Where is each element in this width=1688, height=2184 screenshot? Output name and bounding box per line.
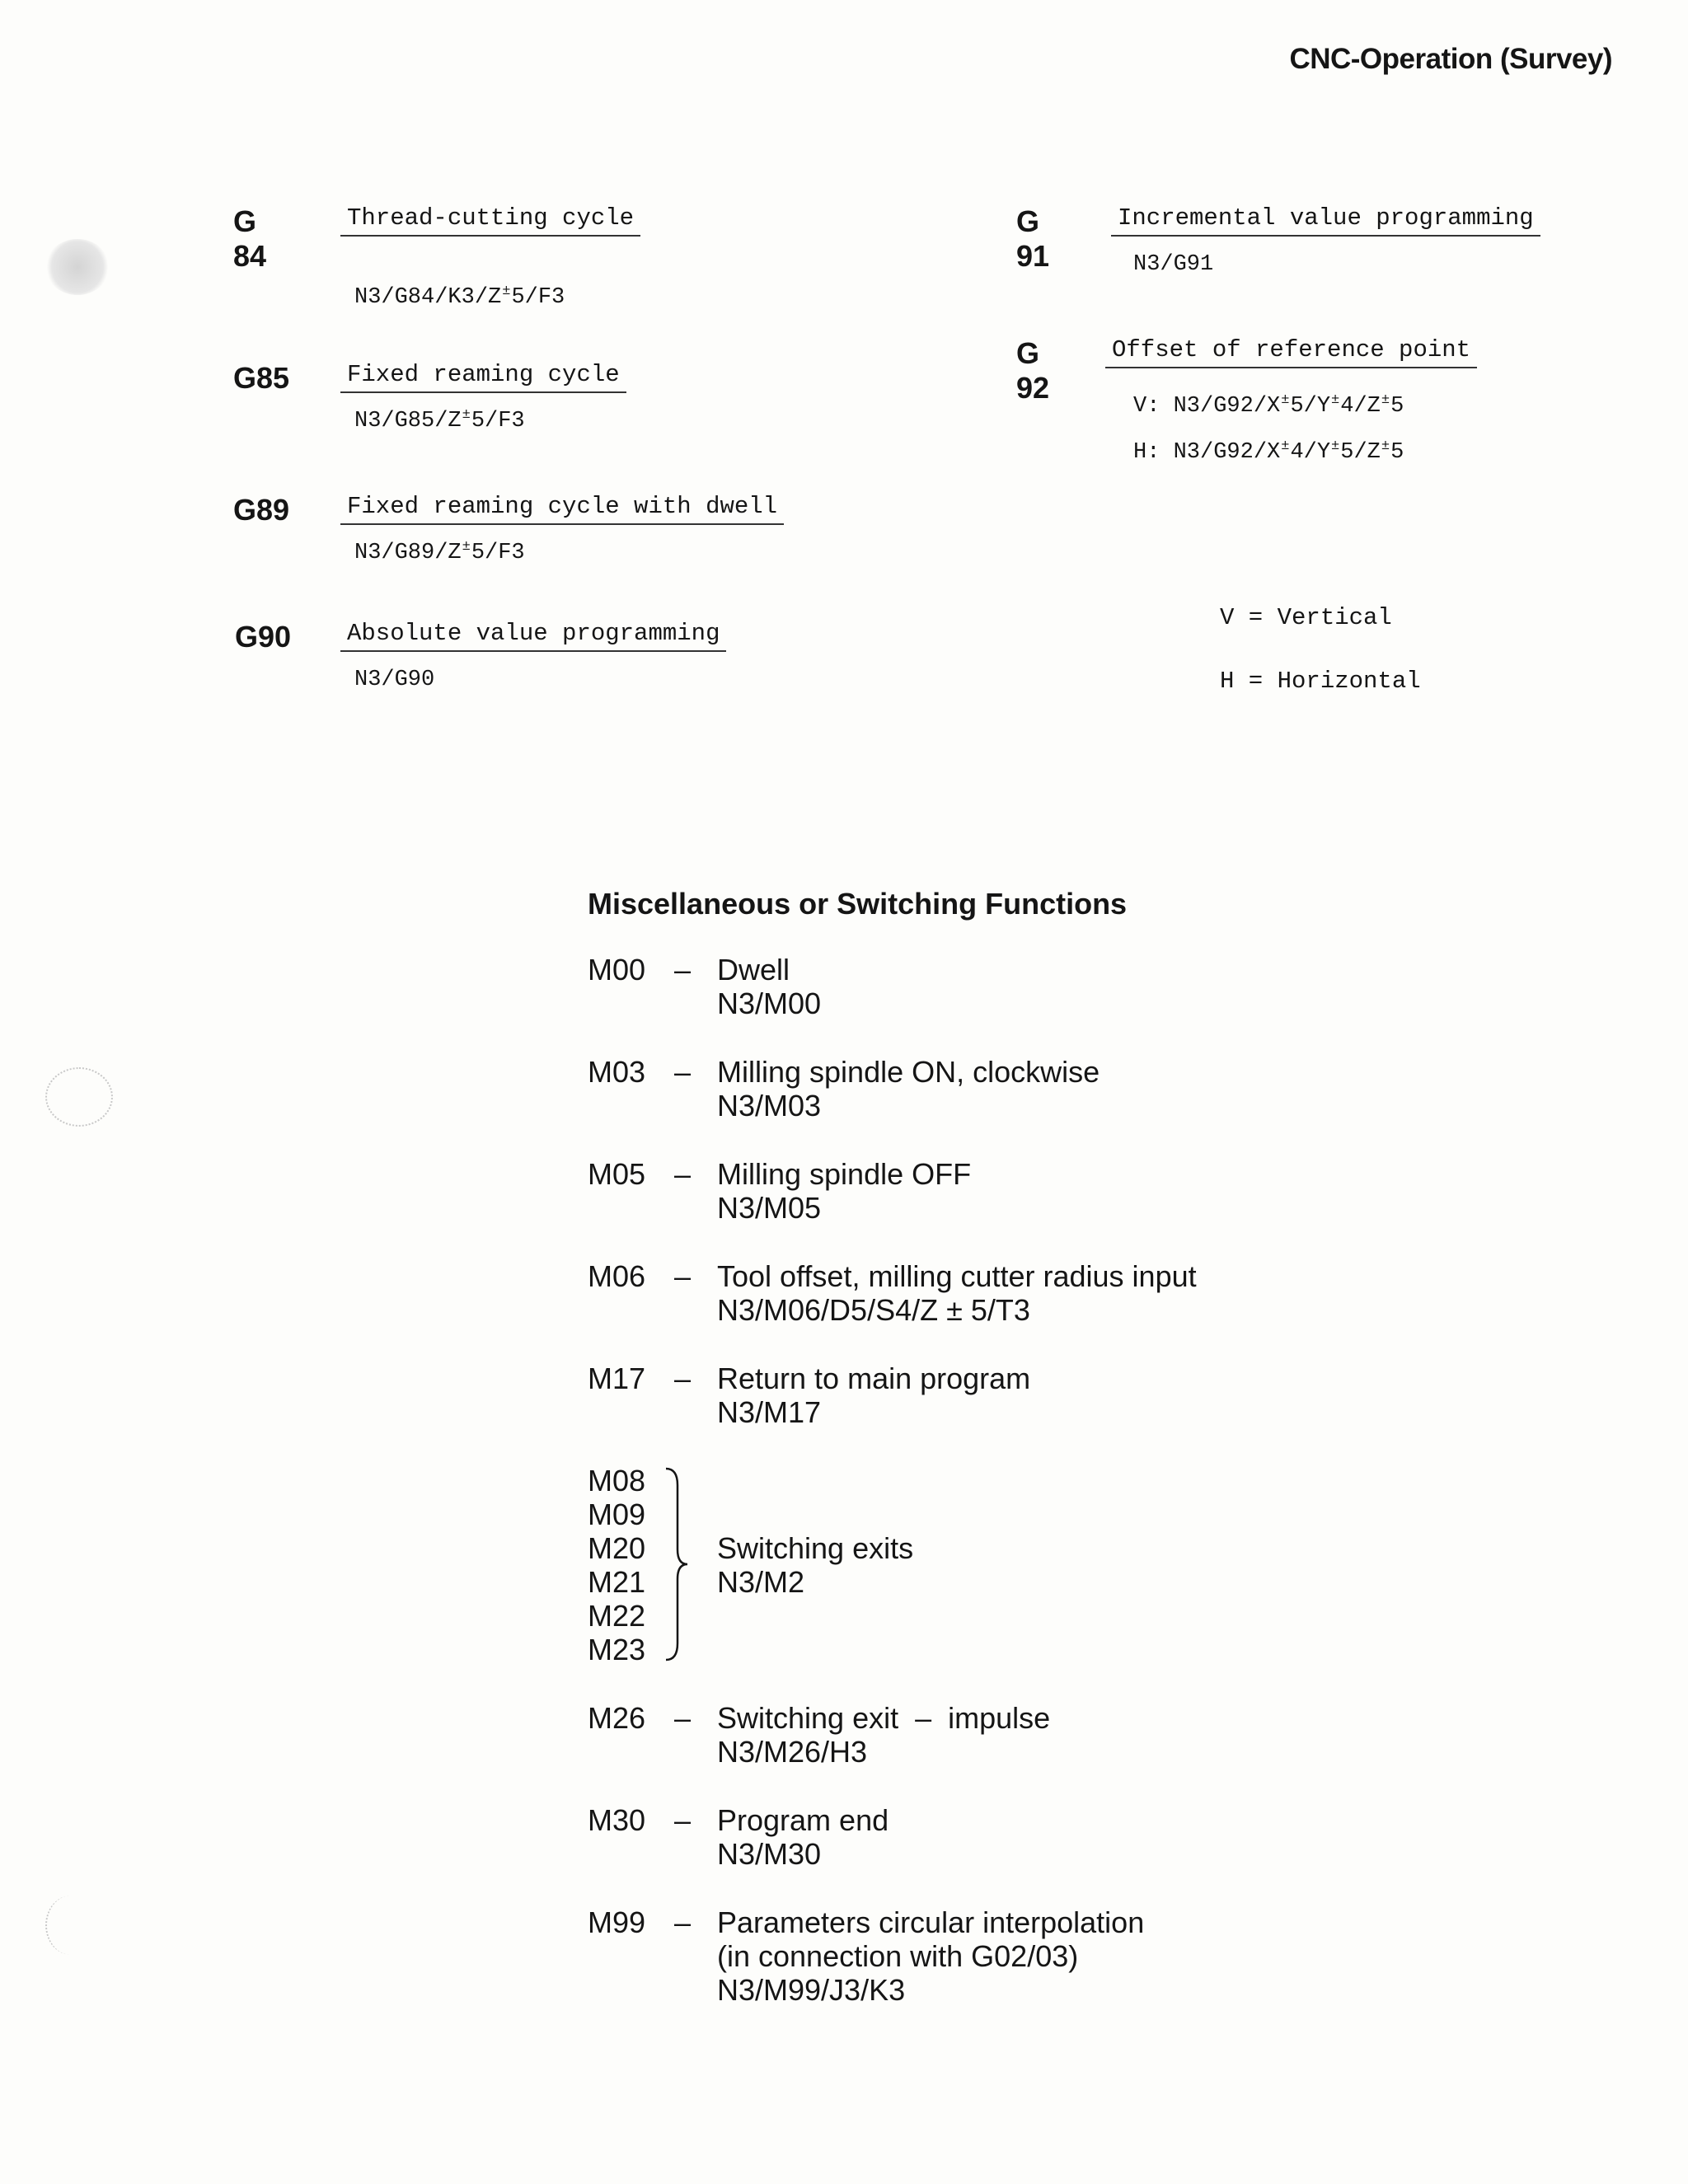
m-code-group-text: Switching exits N3/M2 xyxy=(717,1531,914,1599)
m-code-text: Program end N3/M30 xyxy=(717,1803,889,1871)
m-code-label: M99 xyxy=(588,1905,646,1939)
m-code-label: M23 xyxy=(588,1633,646,1666)
m-code-label: M30 xyxy=(588,1803,646,1837)
g-code-title: Absolute value programming xyxy=(340,620,726,652)
punch-hole-mark xyxy=(45,239,110,295)
page-header-title: CNC-Operation (Survey) xyxy=(1289,43,1612,75)
misc-heading: Miscellaneous or Switching Functions xyxy=(588,887,1128,921)
g-code-example: N3/G91 xyxy=(1133,252,1214,277)
m-code-label: M22 xyxy=(588,1599,646,1633)
curly-brace xyxy=(659,1464,692,1665)
m-code-dash: – xyxy=(674,953,692,987)
g-code-example: N3/G84/K3/Z±5/F3 xyxy=(354,284,565,310)
g-code-label: G 84 xyxy=(233,204,267,273)
m-code-label: M03 xyxy=(588,1055,646,1089)
punch-hole-mark xyxy=(45,1896,96,1955)
m-code-dash: – xyxy=(674,1803,692,1837)
m-code-text: Milling spindle ON, clockwise N3/M03 xyxy=(717,1055,1100,1122)
m-code-label: M21 xyxy=(588,1565,646,1599)
m-code-text: Return to main program N3/M17 xyxy=(717,1361,1031,1429)
g-code-label: G 92 xyxy=(1016,336,1050,405)
g-code-example: N3/G89/Z±5/F3 xyxy=(354,539,525,565)
legend-horizontal: H = Horizontal xyxy=(1220,668,1421,695)
m-code-dash: – xyxy=(674,1905,692,1939)
g-code-title: Fixed reaming cycle with dwell xyxy=(340,493,784,525)
g-code-example: V: N3/G92/X±5/Y±4/Z±5 xyxy=(1133,392,1404,419)
m-code-label: M00 xyxy=(588,953,646,987)
m-code-label: M20 xyxy=(588,1531,646,1565)
g-code-title: Offset of reference point xyxy=(1105,336,1477,368)
m-code-label: M08 xyxy=(588,1464,646,1497)
m-code-dash: – xyxy=(674,1157,692,1191)
g-code-title: Thread-cutting cycle xyxy=(340,204,640,237)
m-code-text: Tool offset, milling cutter radius input N3/M06/D5/S4/Z ± 5/T3 xyxy=(717,1259,1197,1327)
legend-vertical: V = Vertical xyxy=(1220,604,1392,631)
g-code-title: Incremental value programming xyxy=(1111,204,1540,237)
g-code-label: G85 xyxy=(233,361,290,395)
m-code-text: Dwell N3/M00 xyxy=(717,953,822,1020)
m-code-label: M17 xyxy=(588,1361,646,1395)
m-code-label: M05 xyxy=(588,1157,646,1191)
punch-hole-mark xyxy=(45,1067,113,1127)
g-code-example: N3/G90 xyxy=(354,668,435,692)
m-code-dash: – xyxy=(674,1055,692,1089)
m-code-dash: – xyxy=(674,1361,692,1395)
g-code-label: G 91 xyxy=(1016,204,1050,273)
m-code-label: M06 xyxy=(588,1259,646,1293)
m-code-group-list xyxy=(588,1464,645,1666)
g-code-example: N3/G85/Z±5/F3 xyxy=(354,407,525,434)
m-code-text: Parameters circular interpolation (in connection with G02/03) N3/M99/J3/K3 xyxy=(717,1905,1145,2007)
m-code-dash: – xyxy=(674,1259,692,1293)
g-code-title: Fixed reaming cycle xyxy=(340,361,626,393)
m-code-text: Milling spindle OFF N3/M05 xyxy=(717,1157,972,1225)
g-code-label: G89 xyxy=(233,493,290,527)
g-code-label: G90 xyxy=(235,620,292,654)
g-code-example: H: N3/G92/X±4/Y±5/Z±5 xyxy=(1133,438,1404,465)
m-code-text: Switching exit – impulse N3/M26/H3 xyxy=(717,1701,1051,1769)
m-code-label: M26 xyxy=(588,1701,646,1735)
m-code-dash: – xyxy=(674,1701,692,1735)
m-code-label: M09 xyxy=(588,1497,646,1531)
